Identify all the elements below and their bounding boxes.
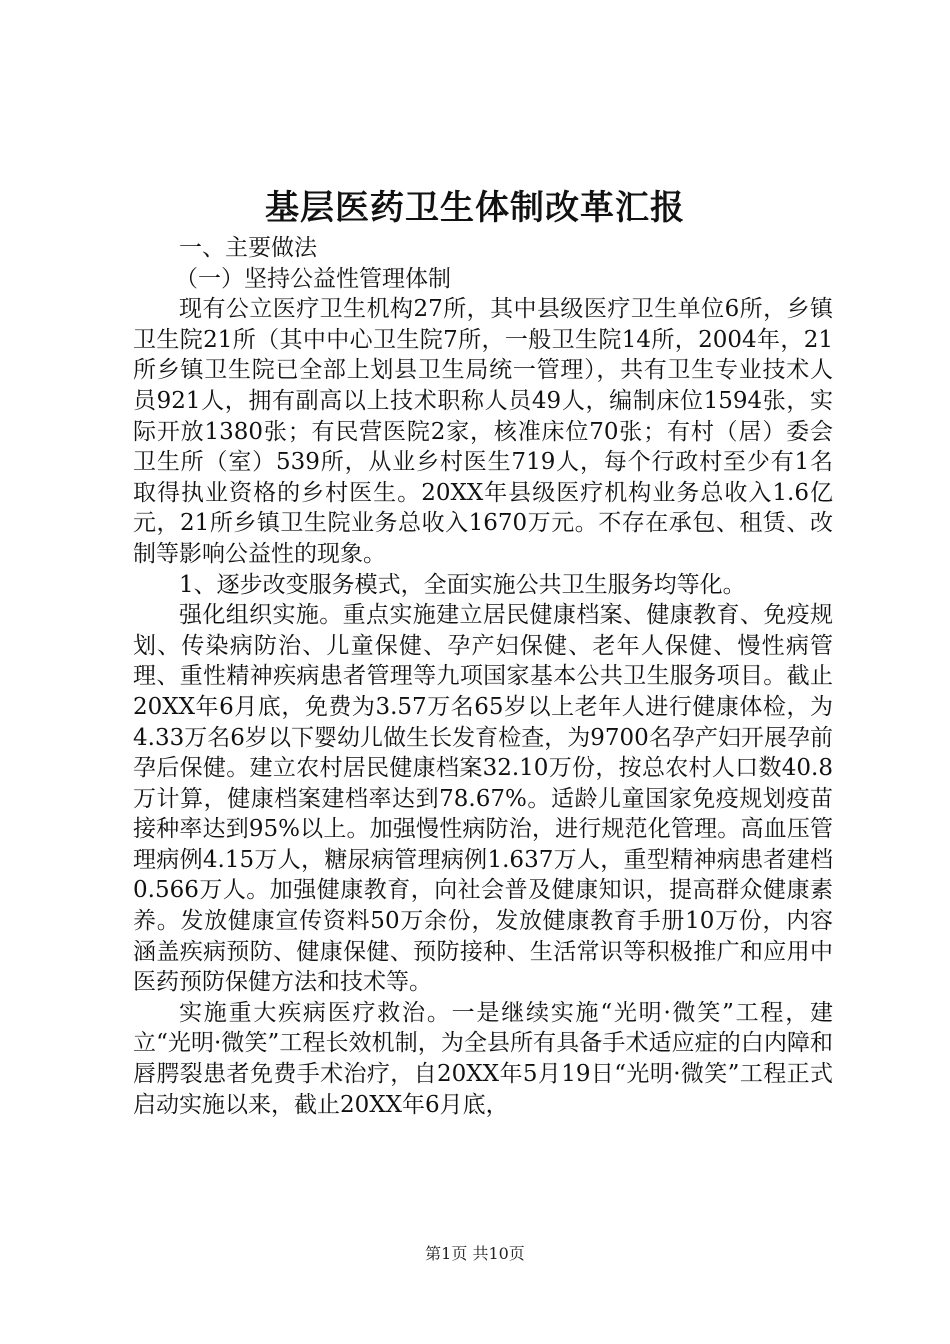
list-item-service-model: 1、逐步改变服务模式，全面实施公共卫生服务均等化。 bbox=[179, 571, 746, 598]
section-heading: 一、主要做法 bbox=[179, 235, 317, 261]
document-body bbox=[133, 233, 833, 1120]
paragraph-institutions: 现有公立医疗卫生机构27所，其中县级医疗卫生单位6所，乡镇卫生院21所（其中中心卫生院7所，一般卫生院14所，2004年，21所乡镇卫生院已全部上划县卫生局统一管理），共有卫生专业技术人员921人，拥有副高以上技术职称人员49人，编制床位1594张，实际开放1380张；有民营医院2家，核准床位70张；有村（居）委会卫生所（室）539所，从业乡村医生719人，每个行政村至少有1名取得执业资格的乡村医生。20XX年县级医疗机构业务总收入1.6亿元，21所乡镇卫生院业务总收入1670万元。不存在承包、租赁、改制等影响公益性的现象。 bbox=[133, 296, 833, 567]
paragraph-disease-treatment: 实施重大疾病医疗救治。一是继续实施“光明·微笑”工程，建立“光明·微笑”工程长效机制，为全县所有具备手术适应症的白内障和唇腭裂患者免费手术治疗，自20XX年5月19日“光明·微笑”工程正式启动实施以来，截止20XX年6月底， bbox=[133, 999, 833, 1118]
page-footer bbox=[0, 1243, 950, 1265]
paragraph-public-health: 强化组织实施。重点实施建立居民健康档案、健康教育、免疫规划、传染病防治、儿童保健、孕产妇保健、老年人保健、慢性病管理、重性精神疾病患者管理等九项国家基本公共卫生服务项目。截止20XX年6月底，免费为3.57万名65岁以上老年人进行健康体检，为4.33万名6岁以下婴幼儿做生长发育检查，为9700名孕产妇开展孕前孕后保健。建立农村居民健康档案32.10万份，按总农村人口数40.8万计算，健康档案建档率达到78.67%。适龄儿童国家免疫规划疫苗接种率达到95%以上。加强慢性病防治，进行规范化管理。高血压管理病例4.15万人，糖尿病管理病例1.637万人，重型精神病患者建档0.566万人。加强健康教育，向社会普及健康知识，提高群众健康素养。发放健康宣传资料50万余份，发放健康教育手册10万份，内容涵盖疾病预防、健康保健、预防接种、生活常识等积极推广和应用中医药预防保健方法和技术等。 bbox=[133, 602, 833, 996]
subsection-heading: （一）坚持公益性管理体制 bbox=[175, 265, 451, 292]
document-title: 基层医药卫生体制改革汇报 bbox=[265, 188, 685, 228]
page-number: 第1页 共10页 bbox=[425, 1244, 525, 1263]
